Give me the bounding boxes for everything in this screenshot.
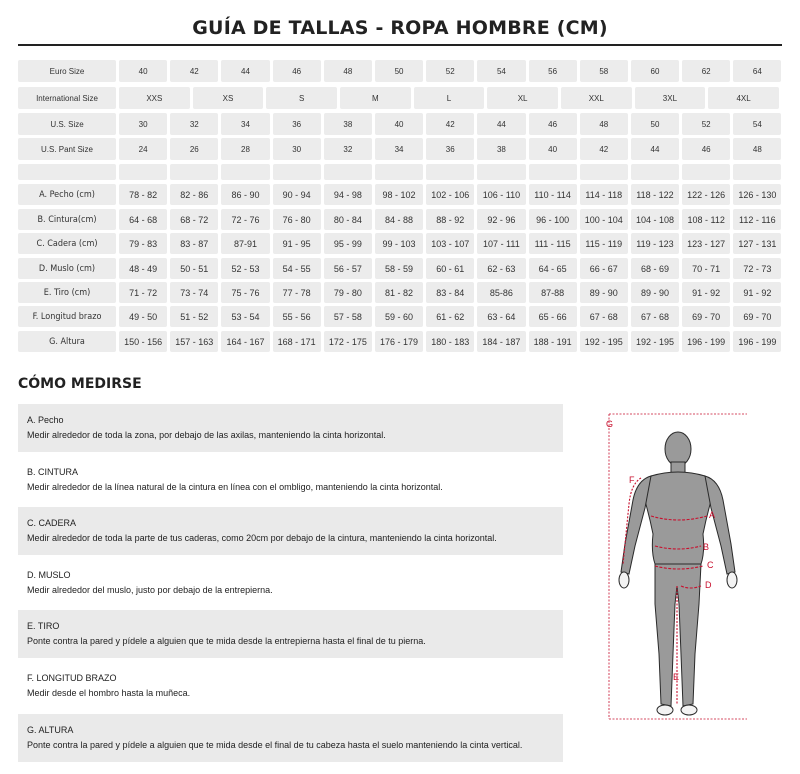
measure-cell: 83 - 87 [170, 233, 218, 254]
measure-cell: 65 - 66 [529, 306, 577, 327]
size-cell: 38 [324, 113, 372, 135]
measure-cell: 73 - 74 [170, 282, 218, 303]
spacer-cell [580, 164, 628, 180]
measure-cell: 98 - 102 [375, 184, 423, 205]
measure-cell: 67 - 68 [580, 306, 628, 327]
size-cell: XS [193, 87, 264, 109]
measure-cell: 87-88 [529, 282, 577, 303]
size-cell: 32 [324, 138, 372, 160]
label-c: C [707, 560, 714, 570]
measure-cell: 76 - 80 [273, 209, 321, 230]
measure-label: B. Cintura(cm) [18, 209, 116, 230]
measure-cell: 69 - 70 [733, 306, 781, 327]
instruction-title: F. LONGITUD BRAZO [27, 673, 117, 683]
spacer-cell [426, 164, 474, 180]
measure-cell: 106 - 110 [477, 184, 525, 205]
measure-cell: 126 - 130 [733, 184, 781, 205]
measure-cell: 172 - 175 [324, 331, 372, 352]
spacer-row [18, 164, 784, 180]
measure-cell: 79 - 80 [324, 282, 372, 303]
measure-cell: 192 - 195 [631, 331, 679, 352]
size-cell: 44 [221, 60, 269, 82]
measure-cell: 83 - 84 [426, 282, 474, 303]
spacer-cell [682, 164, 730, 180]
euro-row [18, 60, 784, 82]
size-cell: 28 [221, 138, 269, 160]
size-cell: 42 [580, 138, 628, 160]
size-cell: 62 [682, 60, 730, 82]
measure-cell: 102 - 106 [426, 184, 474, 205]
size-cell: 4XL [708, 87, 779, 109]
spacer-cell [119, 164, 167, 180]
label-a: A [709, 510, 716, 520]
size-cell: 42 [426, 113, 474, 135]
us-row [18, 113, 784, 135]
measure-cell: 91 - 92 [733, 282, 781, 303]
size-cell: 36 [426, 138, 474, 160]
instruction-text: Medir alrededor de toda la zona, por debajo de las axilas, manteniendo la cinta horizontal. [27, 430, 386, 440]
measure-cell: 89 - 90 [631, 282, 679, 303]
measure-cell: 77 - 78 [273, 282, 321, 303]
measure-cell: 104 - 108 [631, 209, 679, 230]
size-cell: 40 [375, 113, 423, 135]
measure-row [18, 306, 784, 327]
measure-cell: 196 - 199 [733, 331, 781, 352]
measure-row [18, 184, 784, 205]
instruction-title: G. ALTURA [27, 725, 74, 735]
measure-cell: 100 - 104 [580, 209, 628, 230]
measure-cell: 59 - 60 [375, 306, 423, 327]
measure-cell: 164 - 167 [221, 331, 269, 352]
intl-row [18, 87, 782, 109]
measure-cell: 57 - 58 [324, 306, 372, 327]
measure-label: F. Longitud brazo [18, 306, 116, 327]
measure-cell: 80 - 84 [324, 209, 372, 230]
measure-cell: 54 - 55 [273, 258, 321, 279]
instruction-item [18, 507, 563, 555]
measure-cell: 91 - 95 [273, 233, 321, 254]
spacer-cell [18, 164, 116, 180]
measure-row [18, 233, 784, 254]
measure-cell: 91 - 92 [682, 282, 730, 303]
measure-cell: 87-91 [221, 233, 269, 254]
measure-cell: 58 - 59 [375, 258, 423, 279]
instruction-item [18, 610, 563, 658]
spacer-cell [170, 164, 218, 180]
measure-cell: 52 - 53 [221, 258, 269, 279]
size-cell: 42 [170, 60, 218, 82]
measure-cell: 90 - 94 [273, 184, 321, 205]
instruction-item [18, 404, 563, 452]
measure-cell: 114 - 118 [580, 184, 628, 205]
instruction-item [18, 559, 563, 607]
measure-cell: 157 - 163 [170, 331, 218, 352]
size-cell: 26 [170, 138, 218, 160]
size-cell: 50 [631, 113, 679, 135]
size-cell: 34 [221, 113, 269, 135]
label-f: F [629, 475, 635, 485]
measure-cell: 49 - 50 [119, 306, 167, 327]
size-cell: 46 [682, 138, 730, 160]
measure-cell: 79 - 83 [119, 233, 167, 254]
measure-cell: 82 - 86 [170, 184, 218, 205]
size-cell: 58 [580, 60, 628, 82]
measure-row [18, 258, 784, 279]
measure-cell: 184 - 187 [477, 331, 525, 352]
measure-cell: 51 - 52 [170, 306, 218, 327]
spacer-cell [733, 164, 781, 180]
size-cell: M [340, 87, 411, 109]
measure-cell: 122 - 126 [682, 184, 730, 205]
label-e: E [673, 672, 680, 682]
size-cell: 50 [375, 60, 423, 82]
measure-cell: 68 - 72 [170, 209, 218, 230]
measure-cell: 66 - 67 [580, 258, 628, 279]
size-cell: 46 [529, 113, 577, 135]
measure-cell: 64 - 68 [119, 209, 167, 230]
measure-cell: 89 - 90 [580, 282, 628, 303]
pant-row [18, 138, 784, 160]
spacer-cell [221, 164, 269, 180]
size-cell: 40 [529, 138, 577, 160]
instruction-title: E. TIRO [27, 621, 60, 631]
measure-cell: 50 - 51 [170, 258, 218, 279]
measure-cell: 85-86 [477, 282, 525, 303]
size-cell: XL [487, 87, 558, 109]
instruction-text: Medir alrededor de la línea natural de la cintura en línea con el ombligo, manteniendo la cinta horizontal. [27, 482, 443, 492]
size-cell: 54 [477, 60, 525, 82]
label-d: D [705, 580, 712, 590]
measure-cell: 70 - 71 [682, 258, 730, 279]
instruction-title: C. CADERA [27, 518, 77, 528]
measure-cell: 94 - 98 [324, 184, 372, 205]
label-b: B [703, 542, 710, 552]
instruction-item [18, 662, 563, 710]
measure-label: A. Pecho (cm) [18, 184, 116, 205]
size-cell: 52 [682, 113, 730, 135]
measure-cell: 99 - 103 [375, 233, 423, 254]
page-title: GUÍA DE TALLAS - ROPA HOMBRE (CM) [192, 17, 608, 39]
size-cell: 30 [119, 113, 167, 135]
measure-cell: 72 - 73 [733, 258, 781, 279]
spacer-cell [324, 164, 372, 180]
measure-cell: 53 - 54 [221, 306, 269, 327]
measure-cell: 48 - 49 [119, 258, 167, 279]
row-label: International Size [18, 87, 116, 109]
size-cell: 24 [119, 138, 167, 160]
instruction-text: Medir alrededor del muslo, justo por debajo de la entrepierna. [27, 585, 273, 595]
label-g: G [606, 419, 614, 429]
size-cell: 44 [631, 138, 679, 160]
measure-cell: 119 - 123 [631, 233, 679, 254]
size-cell: L [414, 87, 485, 109]
instruction-item [18, 456, 563, 504]
measure-cell: 95 - 99 [324, 233, 372, 254]
measure-cell: 111 - 115 [529, 233, 577, 254]
measure-cell: 192 - 195 [580, 331, 628, 352]
measure-label: G. Altura [18, 331, 116, 352]
measure-cell: 72 - 76 [221, 209, 269, 230]
size-cell: 34 [375, 138, 423, 160]
measure-cell: 56 - 57 [324, 258, 372, 279]
measure-cell: 168 - 171 [273, 331, 321, 352]
row-label: Euro Size [18, 60, 116, 82]
measure-cell: 188 - 191 [529, 331, 577, 352]
spacer-cell [631, 164, 679, 180]
row-label: U.S. Size [18, 113, 116, 135]
measure-cell: 71 - 72 [119, 282, 167, 303]
instruction-text: Ponte contra la pared y pídele a alguien que te mida desde el final de tu cabeza hasta el suelo manteniendo la cinta vertical. [27, 740, 523, 750]
measure-cell: 176 - 179 [375, 331, 423, 352]
row-label: U.S. Pant Size [18, 138, 116, 160]
size-cell: 60 [631, 60, 679, 82]
size-cell: 38 [477, 138, 525, 160]
size-cell: 54 [733, 113, 781, 135]
measure-label: E. Tiro (cm) [18, 282, 116, 303]
size-cell: S [266, 87, 337, 109]
measure-cell: 62 - 63 [477, 258, 525, 279]
instruction-text: Ponte contra la pared y pídele a alguien que te mida desde la entrepierna hasta el final de tu pierna. [27, 636, 426, 646]
size-cell: 46 [273, 60, 321, 82]
measure-label: C. Cadera (cm) [18, 233, 116, 254]
instruction-title: D. MUSLO [27, 570, 71, 580]
measure-cell: 67 - 68 [631, 306, 679, 327]
instruction-title: B. CINTURA [27, 467, 79, 477]
measure-cell: 107 - 111 [477, 233, 525, 254]
measure-cell: 55 - 56 [273, 306, 321, 327]
measure-label: D. Muslo (cm) [18, 258, 116, 279]
measure-cell: 110 - 114 [529, 184, 577, 205]
size-cell: 30 [273, 138, 321, 160]
spacer-cell [477, 164, 525, 180]
instruction-item [18, 714, 563, 762]
measure-cell: 78 - 82 [119, 184, 167, 205]
size-cell: 56 [529, 60, 577, 82]
measure-row [18, 209, 784, 230]
measure-cell: 196 - 199 [682, 331, 730, 352]
instruction-text: Medir desde el hombro hasta la muñeca. [27, 688, 191, 698]
measure-cell: 64 - 65 [529, 258, 577, 279]
measure-cell: 180 - 183 [426, 331, 474, 352]
size-cell: 52 [426, 60, 474, 82]
measure-cell: 127 - 131 [733, 233, 781, 254]
size-cell: 48 [324, 60, 372, 82]
spacer-cell [273, 164, 321, 180]
instruction-text: Medir alrededor de toda la parte de tus caderas, como 20cm por debajo de la cintura, manteniendo la cinta horizontal. [27, 533, 497, 543]
measure-cell: 123 - 127 [682, 233, 730, 254]
size-cell: XXL [561, 87, 632, 109]
size-cell: 48 [733, 138, 781, 160]
size-cell: 44 [477, 113, 525, 135]
measure-cell: 103 - 107 [426, 233, 474, 254]
measure-cell: 60 - 61 [426, 258, 474, 279]
spacer-cell [529, 164, 577, 180]
measure-cell: 112 - 116 [733, 209, 781, 230]
body-measurement-figure [595, 404, 765, 734]
measure-cell: 115 - 119 [580, 233, 628, 254]
measure-row [18, 331, 784, 352]
measure-cell: 86 - 90 [221, 184, 269, 205]
instruction-title: A. Pecho [27, 415, 64, 425]
measure-cell: 69 - 70 [682, 306, 730, 327]
measure-cell: 92 - 96 [477, 209, 525, 230]
size-cell: 3XL [635, 87, 706, 109]
size-cell: 48 [580, 113, 628, 135]
measure-cell: 81 - 82 [375, 282, 423, 303]
measure-cell: 75 - 76 [221, 282, 269, 303]
measure-cell: 88 - 92 [426, 209, 474, 230]
how-to-measure-title: CÓMO MEDIRSE [18, 376, 142, 392]
measure-cell: 96 - 100 [529, 209, 577, 230]
title-divider [18, 44, 782, 46]
size-cell: 64 [733, 60, 781, 82]
measure-cell: 61 - 62 [426, 306, 474, 327]
spacer-cell [375, 164, 423, 180]
measure-cell: 84 - 88 [375, 209, 423, 230]
size-cell: 36 [273, 113, 321, 135]
measure-row [18, 282, 784, 303]
measure-cell: 68 - 69 [631, 258, 679, 279]
measure-cell: 118 - 122 [631, 184, 679, 205]
measure-cell: 150 - 156 [119, 331, 167, 352]
size-cell: 32 [170, 113, 218, 135]
size-cell: XXS [119, 87, 190, 109]
measure-cell: 63 - 64 [477, 306, 525, 327]
size-cell: 40 [119, 60, 167, 82]
measure-cell: 108 - 112 [682, 209, 730, 230]
